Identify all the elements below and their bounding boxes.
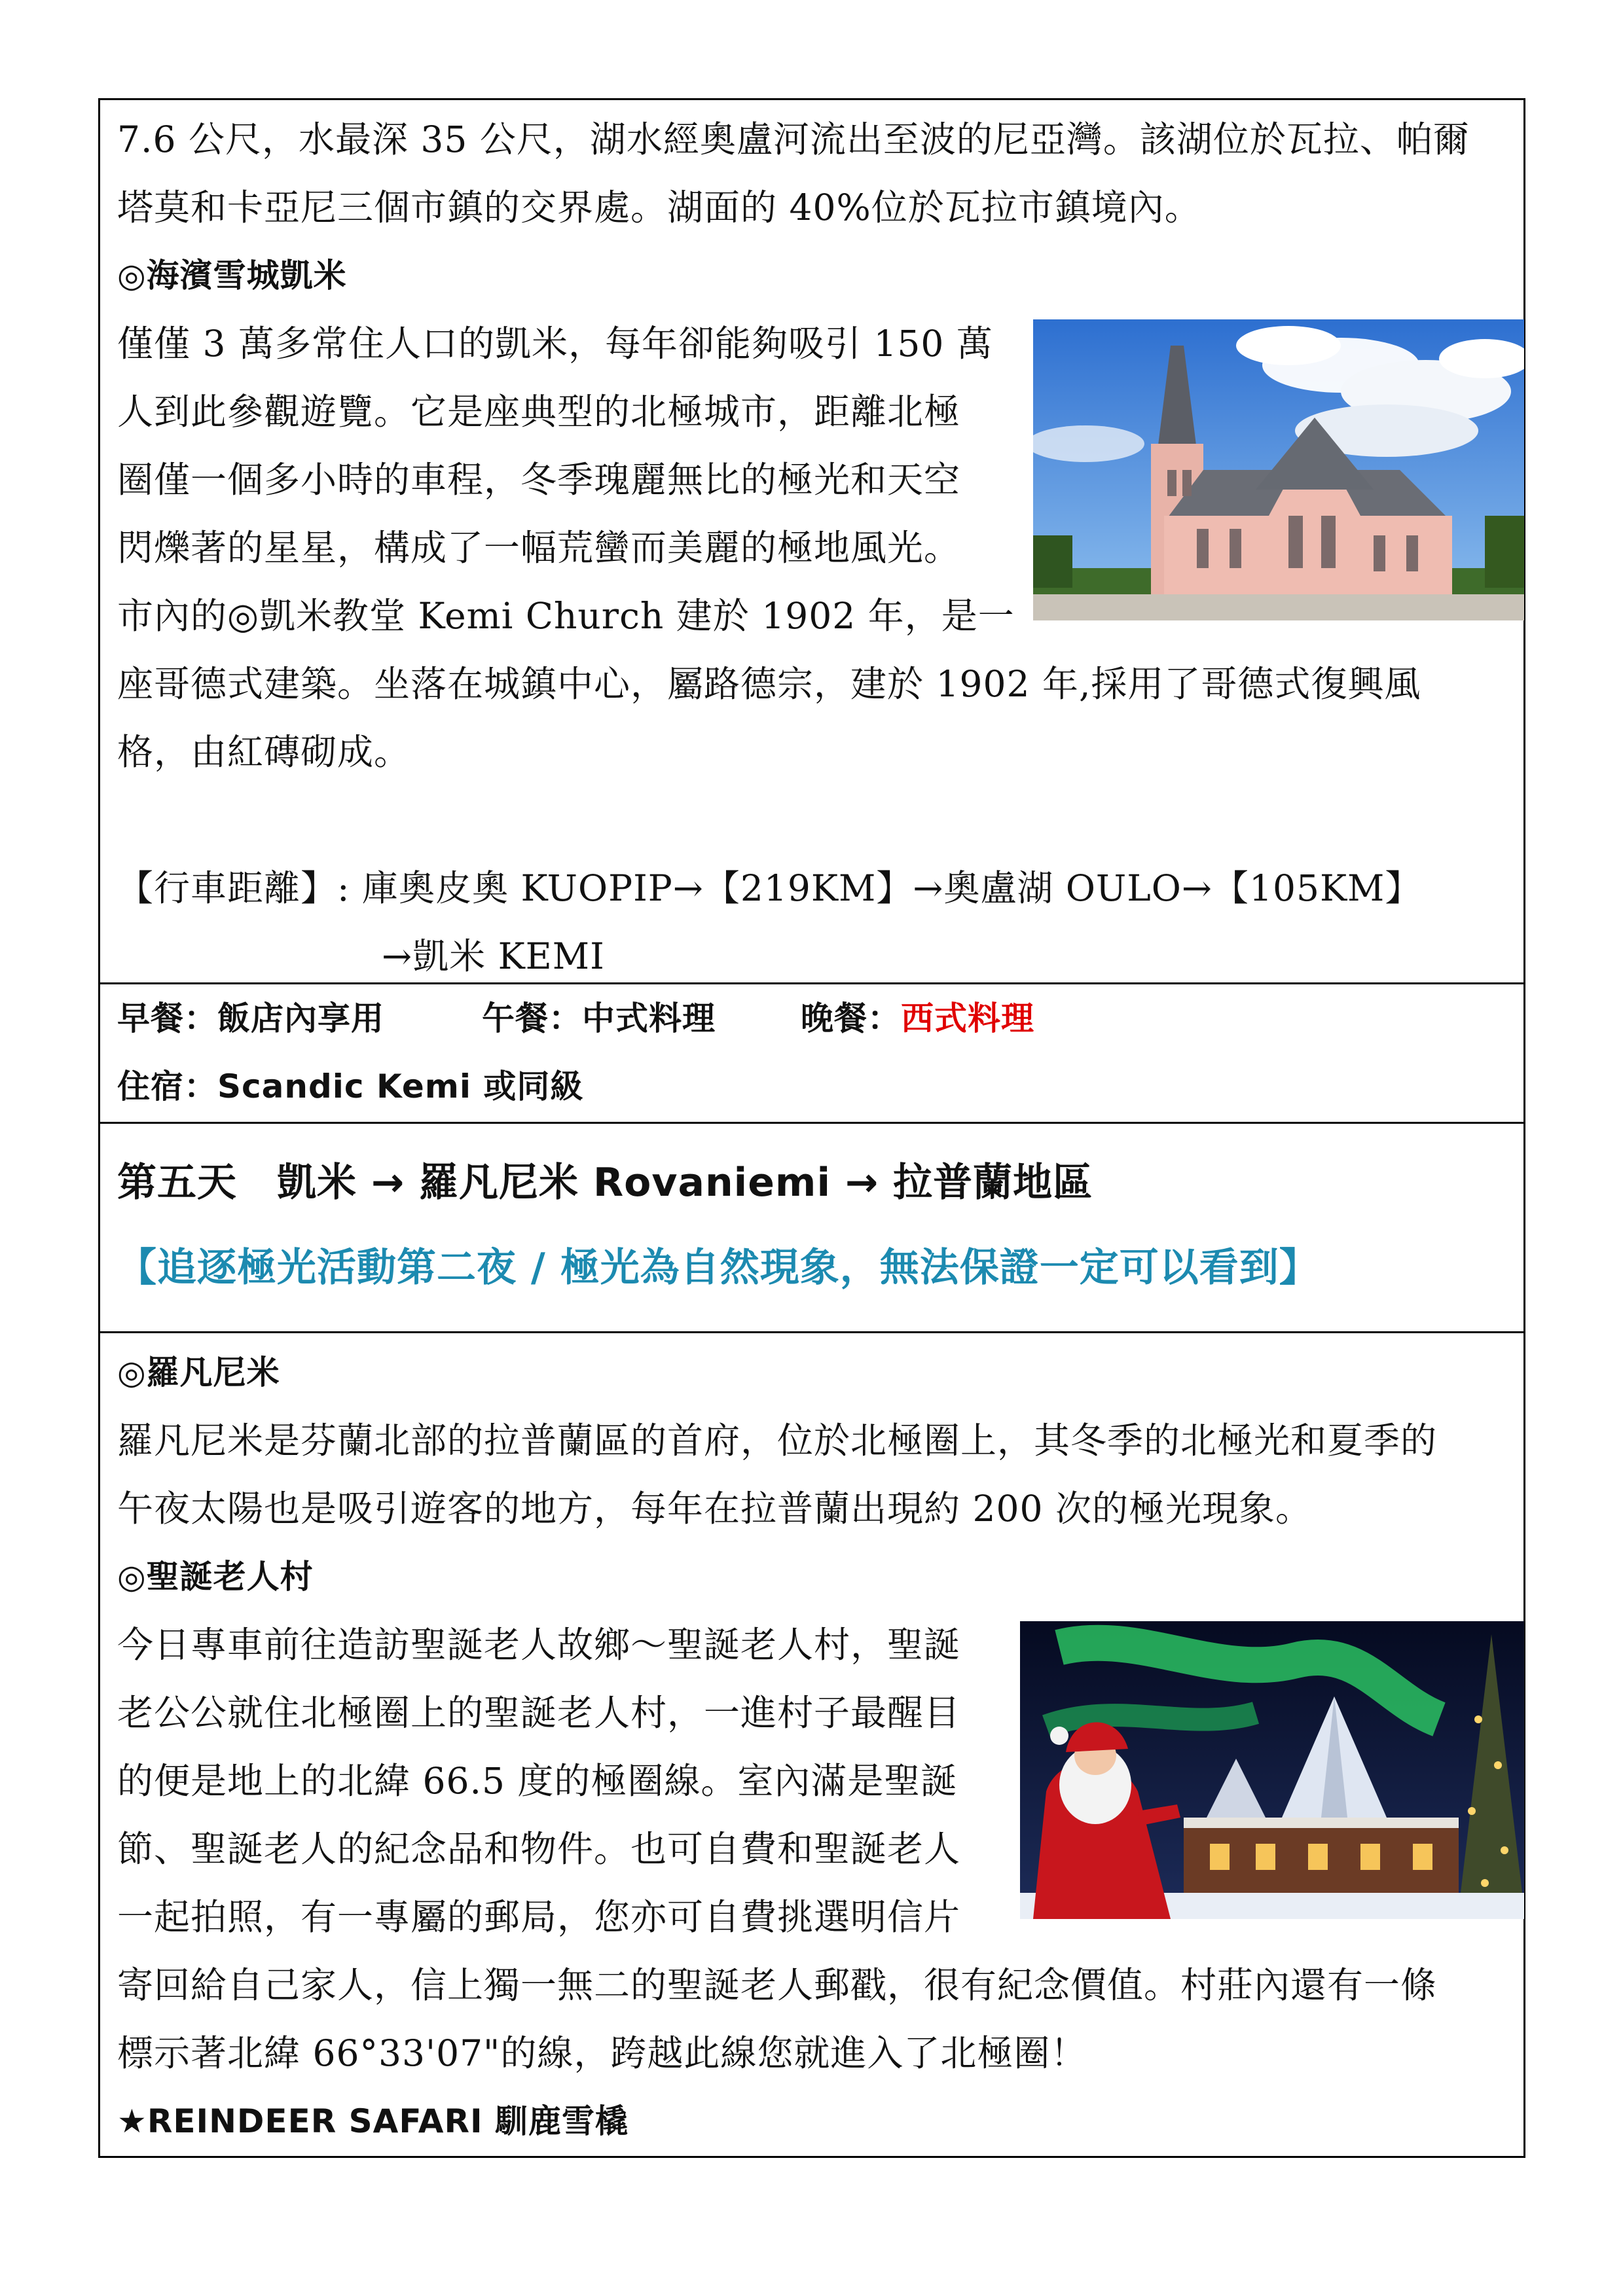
section-rovaniemi (100, 1333, 1523, 2158)
text-line: 7.6 公尺，水最深 35 公尺，湖水經奧盧河流出至波的尼亞灣。該湖位於瓦拉、帕爾 (117, 118, 1470, 160)
kemi-church-photo (1033, 319, 1524, 620)
text-line: 市內的◎凱米教堂 Kemi Church 建於 1902 年，是一 (117, 595, 1015, 637)
text-line: 塔莫和卡亞尼三個市鎮的交界處。湖面的 40%位於瓦拉市鎮境內。 (117, 187, 1201, 228)
santa-village-photo (1020, 1621, 1524, 1919)
santa-village-heading: ◎聖誕老人村 (117, 1558, 314, 1596)
text-line: 寄回給自己家人，信上獨一無二的聖誕老人郵戳，很有紀念價值。村莊內還有一條 (117, 1964, 1438, 2006)
day5-title: 第五天 凱米 → 羅凡尼米 Rovaniemi → 拉普蘭地區 (117, 1160, 1093, 1206)
section-meals (100, 984, 1523, 1122)
kemi-heading: ◎海濱雪城凱米 (117, 257, 347, 295)
text-line: 標示著北緯 66°33'07"的線，跨越此線您就進入了北極圈！ (117, 2032, 1087, 2074)
rovaniemi-heading: ◎羅凡尼米 (117, 1354, 280, 1391)
text-line: 節、聖誕老人的紀念品和物件。也可自費和聖誕老人 (117, 1828, 961, 1870)
text-line: 午夜太陽也是吸引遊客的地方，每年在拉普蘭出現約 200 次的極光現象。 (117, 1488, 1312, 1530)
lunch-label: 午餐：中式料理 (482, 999, 716, 1037)
text-line: 一起拍照，有一專屬的郵局，您亦可自費挑選明信片 (117, 1896, 961, 1938)
text-line: 格，由紅磚砌成。 (117, 731, 411, 773)
dinner-prefix: 晚餐： (801, 999, 901, 1037)
text-line: 僅僅 3 萬多常住人口的凱米，每年卻能夠吸引 150 萬 (117, 323, 993, 365)
itinerary-table (98, 98, 1525, 2158)
text-line: 的便是地上的北緯 66.5 度的極圈線。室內滿是聖誕 (117, 1760, 958, 1802)
text-line: 座哥德式建築。坐落在城鎮中心，屬路德宗，建於 1902 年,採用了哥德式復興風 (117, 663, 1421, 705)
text-line: 羅凡尼米是芬蘭北部的拉普蘭區的首府，位於北極圈上，其冬季的北極光和夏季的 (117, 1420, 1438, 1462)
text-line: 老公公就住北極圈上的聖誕老人村，一進村子最醒目 (117, 1692, 961, 1734)
section-day5-header (100, 1124, 1523, 1333)
text-line: 閃爍著的星星，構成了一幅荒蠻而美麗的極地風光。 (117, 527, 961, 569)
dinner-value: 西式料理 (901, 999, 1034, 1037)
reindeer-safari-heading: ★REINDEER SAFARI 馴鹿雪橇 (117, 2102, 629, 2140)
text-line: 圈僅一個多小時的車程，冬季瑰麗無比的極光和天空 (117, 459, 961, 501)
distance-line: 【行車距離】: 庫奧皮奧 KUOPIP→【219KM】→奧盧湖 OULO→【105KM】 (117, 867, 1422, 909)
text-line: 人到此參觀遊覽。它是座典型的北極城市，距離北極 (117, 391, 961, 433)
section-lake-kemi (100, 100, 1523, 983)
day5-subtitle: 【追逐極光活動第二夜 / 極光為自然現象，無法保證一定可以看到】 (117, 1245, 1319, 1291)
breakfast-label: 早餐：飯店內享用 (117, 999, 384, 1037)
distance-line: →凱米 KEMI (382, 935, 605, 977)
text-line: 今日專車前往造訪聖誕老人故鄉～聖誕老人村，聖誕 (117, 1624, 961, 1666)
lodging-label: 住宿：Scandic Kemi 或同級 (117, 1067, 584, 1105)
dinner-label (801, 984, 1034, 1052)
